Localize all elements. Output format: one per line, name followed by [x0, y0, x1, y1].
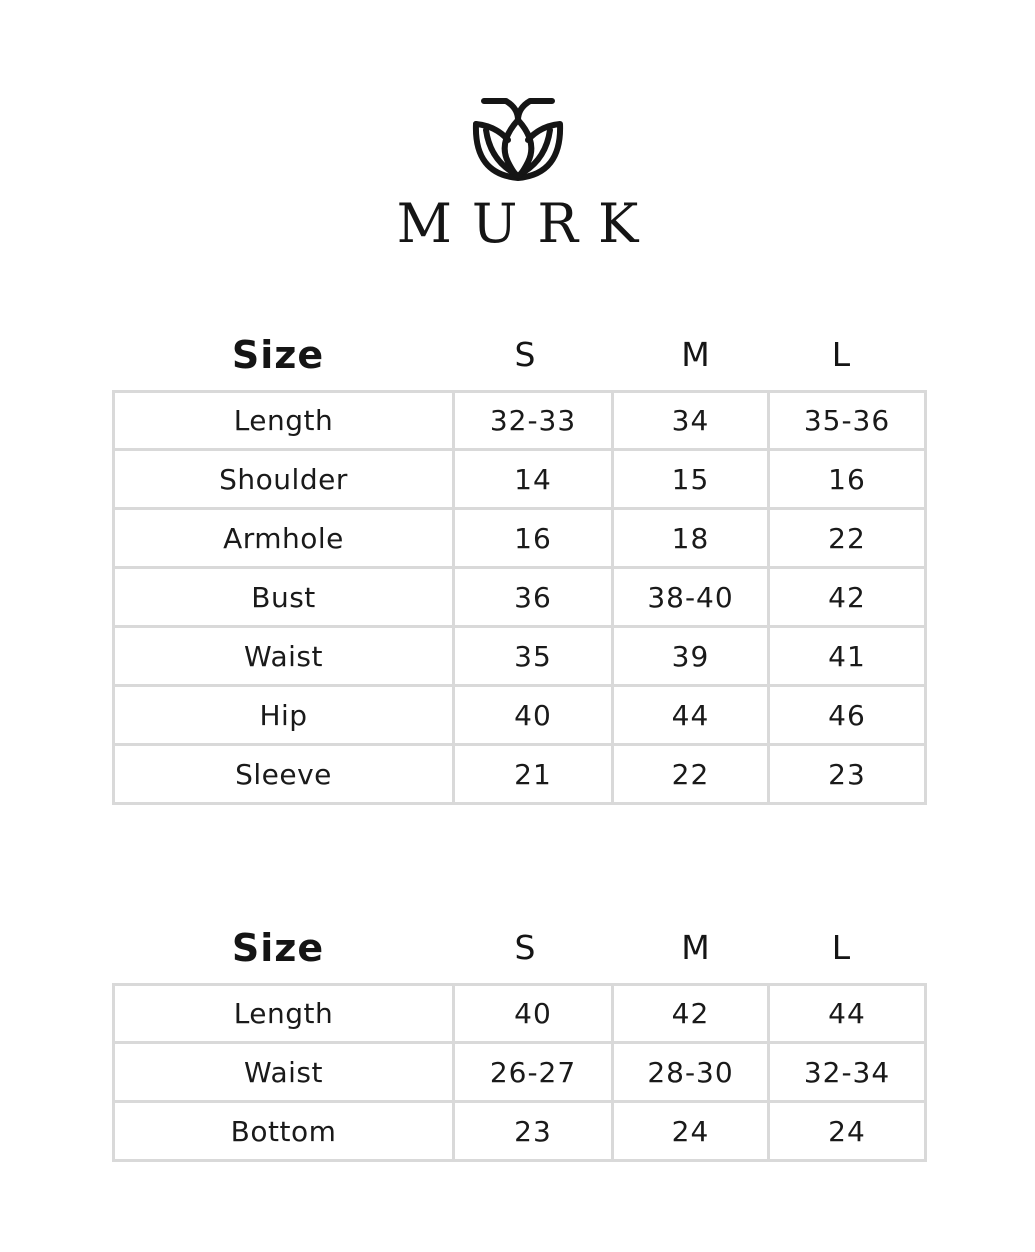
cell-m: 15 — [613, 450, 769, 509]
cell-l: 35-36 — [769, 392, 926, 450]
size-header-m: M — [681, 335, 710, 374]
brand-wordmark: MURK — [396, 192, 659, 255]
row-label: Bottom — [114, 1102, 454, 1161]
size-header-title: Size — [231, 926, 325, 970]
table-row — [114, 985, 926, 1043]
size-header-l: L — [831, 928, 851, 967]
row-label: Shoulder — [114, 450, 454, 509]
cell-l: 16 — [769, 450, 926, 509]
cell-s: 23 — [454, 1102, 613, 1161]
cell-s: 36 — [454, 568, 613, 627]
cell-m: 22 — [613, 745, 769, 804]
table-row — [114, 392, 926, 450]
size-header-1 — [113, 330, 924, 380]
cell-m: 39 — [613, 627, 769, 686]
size-header-s: S — [514, 928, 536, 967]
cell-m: 34 — [613, 392, 769, 450]
row-label: Hip — [114, 686, 454, 745]
size-header-l: L — [831, 335, 851, 374]
cell-s: 40 — [454, 985, 613, 1043]
cell-m: 28-30 — [613, 1043, 769, 1102]
cell-m: 42 — [613, 985, 769, 1043]
cell-l: 46 — [769, 686, 926, 745]
table-row — [114, 568, 926, 627]
cell-l: 42 — [769, 568, 926, 627]
cell-m: 38-40 — [613, 568, 769, 627]
table-row — [114, 509, 926, 568]
cell-l: 23 — [769, 745, 926, 804]
size-header-2 — [113, 923, 924, 973]
row-label: Length — [114, 392, 454, 450]
cell-s: 26-27 — [454, 1043, 613, 1102]
size-chart-table-2 — [112, 983, 927, 1162]
cell-l: 22 — [769, 509, 926, 568]
table-row — [114, 1043, 926, 1102]
cell-l: 41 — [769, 627, 926, 686]
table-row — [114, 627, 926, 686]
table-row — [114, 1102, 926, 1161]
cell-s: 32-33 — [454, 392, 613, 450]
size-header-m: M — [681, 928, 710, 967]
size-header-title: Size — [231, 333, 325, 377]
table-row — [114, 686, 926, 745]
cell-s: 21 — [454, 745, 613, 804]
cell-m: 44 — [613, 686, 769, 745]
cell-l: 24 — [769, 1102, 926, 1161]
table-row — [114, 450, 926, 509]
cell-m: 18 — [613, 509, 769, 568]
row-label: Sleeve — [114, 745, 454, 804]
cell-l: 32-34 — [769, 1043, 926, 1102]
cell-s: 14 — [454, 450, 613, 509]
cell-s: 40 — [454, 686, 613, 745]
row-label: Waist — [114, 627, 454, 686]
row-label: Bust — [114, 568, 454, 627]
size-header-s: S — [514, 335, 536, 374]
lotus-logo-icon — [470, 96, 566, 182]
table-row — [114, 745, 926, 804]
cell-m: 24 — [613, 1102, 769, 1161]
row-label: Armhole — [114, 509, 454, 568]
cell-s: 16 — [454, 509, 613, 568]
row-label: Length — [114, 985, 454, 1043]
row-label: Waist — [114, 1043, 454, 1102]
size-chart-table-1 — [112, 390, 927, 805]
cell-s: 35 — [454, 627, 613, 686]
cell-l: 44 — [769, 985, 926, 1043]
